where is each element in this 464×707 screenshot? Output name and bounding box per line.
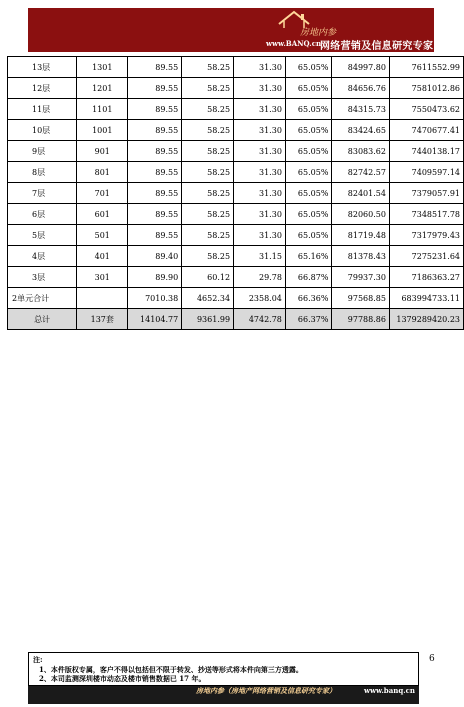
cell-shared-area: 31.30: [234, 57, 286, 78]
cell-usable-area: 58.25: [182, 162, 234, 183]
cell-total-price: 7186363.27: [389, 267, 463, 288]
cell-usable-area: 9361.99: [182, 309, 234, 330]
cell-unit: 301: [77, 267, 128, 288]
cell-floor: 6层: [8, 204, 77, 225]
cell-area: 14104.77: [128, 309, 182, 330]
cell-floor: 9层: [8, 141, 77, 162]
cell-total-price: 7379057.91: [389, 183, 463, 204]
cell-unit-price: 82060.50: [332, 204, 390, 225]
cell-unit-price: 79937.30: [332, 267, 390, 288]
notes-box: [28, 652, 419, 686]
page-number: 6: [429, 654, 435, 664]
cell-shared-area: 31.30: [234, 99, 286, 120]
cell-floor: 11层: [8, 99, 77, 120]
notes-label: 注:: [33, 655, 43, 664]
cell-usable-area: 4652.34: [182, 288, 234, 309]
footer-url: www.banq.cn: [364, 686, 416, 695]
cell-unit: 1201: [77, 78, 128, 99]
table-row: [8, 141, 464, 162]
cell-area: 89.90: [128, 267, 182, 288]
cell-ratio: 65.05%: [285, 225, 332, 246]
cell-floor: 8层: [8, 162, 77, 183]
cell-ratio: 66.36%: [285, 288, 332, 309]
cell-unit: 501: [77, 225, 128, 246]
cell-unit-price: 84315.73: [332, 99, 390, 120]
cell-unit-price: 81719.48: [332, 225, 390, 246]
table-row: [8, 162, 464, 183]
cell-floor: 10层: [8, 120, 77, 141]
cell-usable-area: 58.25: [182, 141, 234, 162]
cell-area: 89.55: [128, 141, 182, 162]
note-line-2: 2、本司监测深圳楼市动态及楼市销售数据已 17 年。: [39, 674, 206, 683]
cell-area: 89.55: [128, 78, 182, 99]
cell-usable-area: 58.25: [182, 246, 234, 267]
cell-shared-area: 31.30: [234, 78, 286, 99]
cell-shared-area: 31.30: [234, 204, 286, 225]
cell-usable-area: 58.25: [182, 204, 234, 225]
cell-total-price: 7275231.64: [389, 246, 463, 267]
cell-unit: 137套: [77, 309, 128, 330]
logo-url: www.BANQ.cn: [266, 39, 322, 48]
cell-usable-area: 58.25: [182, 99, 234, 120]
footer-brand: 房地内参（房地产网络营销及信息研究专家）: [196, 686, 336, 695]
cell-area: 7010.38: [128, 288, 182, 309]
cell-unit-price: 82401.54: [332, 183, 390, 204]
table-row: [8, 225, 464, 246]
cell-ratio: 66.37%: [285, 309, 332, 330]
cell-ratio: 65.05%: [285, 141, 332, 162]
cell-ratio: 65.05%: [285, 99, 332, 120]
cell-shared-area: 31.30: [234, 183, 286, 204]
cell-shared-area: 31.30: [234, 120, 286, 141]
cell-total-price: 7409597.14: [389, 162, 463, 183]
cell-total-price: 7611552.99: [389, 57, 463, 78]
cell-ratio: 65.05%: [285, 183, 332, 204]
cell-ratio: 65.05%: [285, 120, 332, 141]
cell-area: 89.55: [128, 204, 182, 225]
cell-total-price: 7440138.17: [389, 141, 463, 162]
cell-ratio: 66.87%: [285, 267, 332, 288]
cell-shared-area: 31.30: [234, 225, 286, 246]
cell-shared-area: 4742.78: [234, 309, 286, 330]
cell-unit: 401: [77, 246, 128, 267]
cell-unit: 1301: [77, 57, 128, 78]
subtotal-row: [8, 288, 464, 309]
table-row: [8, 78, 464, 99]
table-row: [8, 120, 464, 141]
cell-shared-area: 29.78: [234, 267, 286, 288]
cell-shared-area: 31.15: [234, 246, 286, 267]
table-row: [8, 99, 464, 120]
cell-unit-price: 82742.57: [332, 162, 390, 183]
cell-usable-area: 60.12: [182, 267, 234, 288]
cell-floor: 3层: [8, 267, 77, 288]
table-row: [8, 246, 464, 267]
cell-floor: 5层: [8, 225, 77, 246]
cell-area: 89.55: [128, 183, 182, 204]
cell-ratio: 65.05%: [285, 162, 332, 183]
cell-unit-price: 81378.43: [332, 246, 390, 267]
cell-ratio: 65.05%: [285, 78, 332, 99]
total-row: [8, 309, 464, 330]
table-row: [8, 57, 464, 78]
cell-total-price: 7550473.62: [389, 99, 463, 120]
cell-total-price: 7581012.86: [389, 78, 463, 99]
table-row: [8, 267, 464, 288]
cell-floor: 7层: [8, 183, 77, 204]
cell-unit-price: 84656.76: [332, 78, 390, 99]
cell-unit: 701: [77, 183, 128, 204]
cell-floor: 总计: [8, 309, 77, 330]
cell-shared-area: 31.30: [234, 141, 286, 162]
cell-total-price: 7470677.41: [389, 120, 463, 141]
cell-usable-area: 58.25: [182, 120, 234, 141]
table-row: [8, 183, 464, 204]
cell-unit: 901: [77, 141, 128, 162]
cell-unit: 1101: [77, 99, 128, 120]
logo-name: 房地内参: [300, 28, 337, 38]
cell-usable-area: 58.25: [182, 57, 234, 78]
cell-area: 89.55: [128, 57, 182, 78]
price-table: [7, 56, 464, 330]
cell-total-price: 7317979.43: [389, 225, 463, 246]
cell-area: 89.55: [128, 99, 182, 120]
cell-usable-area: 58.25: [182, 225, 234, 246]
cell-area: 89.40: [128, 246, 182, 267]
cell-unit-price: 83083.62: [332, 141, 390, 162]
cell-area: 89.55: [128, 162, 182, 183]
cell-unit-price: 97568.85: [332, 288, 390, 309]
note-line-1: 1、本件版权专属，客户不得以包括但不限于转发、抄送等形式将本件向第三方透露。: [39, 664, 303, 674]
cell-area: 89.55: [128, 120, 182, 141]
cell-floor: 4层: [8, 246, 77, 267]
cell-unit: 601: [77, 204, 128, 225]
cell-usable-area: 58.25: [182, 183, 234, 204]
cell-shared-area: 31.30: [234, 162, 286, 183]
cell-floor: 2单元合计: [8, 288, 77, 309]
cell-unit: [77, 288, 128, 309]
cell-unit: 1001: [77, 120, 128, 141]
cell-unit-price: 97788.86: [332, 309, 390, 330]
cell-ratio: 65.05%: [285, 57, 332, 78]
cell-usable-area: 58.25: [182, 78, 234, 99]
cell-shared-area: 2358.04: [234, 288, 286, 309]
cell-unit-price: 83424.65: [332, 120, 390, 141]
cell-total-price: 7348517.78: [389, 204, 463, 225]
cell-total-price: 1379289420.23: [389, 309, 463, 330]
cell-ratio: 65.05%: [285, 204, 332, 225]
cell-ratio: 65.16%: [285, 246, 332, 267]
cell-unit: 801: [77, 162, 128, 183]
cell-floor: 12层: [8, 78, 77, 99]
cell-total-price: 683994733.11: [389, 288, 463, 309]
cell-unit-price: 84997.80: [332, 57, 390, 78]
table-row: [8, 204, 464, 225]
cell-area: 89.55: [128, 225, 182, 246]
cell-floor: 13层: [8, 57, 77, 78]
header-title: 网络营销及信息研究专家: [320, 41, 434, 52]
header-banner: [28, 8, 434, 52]
